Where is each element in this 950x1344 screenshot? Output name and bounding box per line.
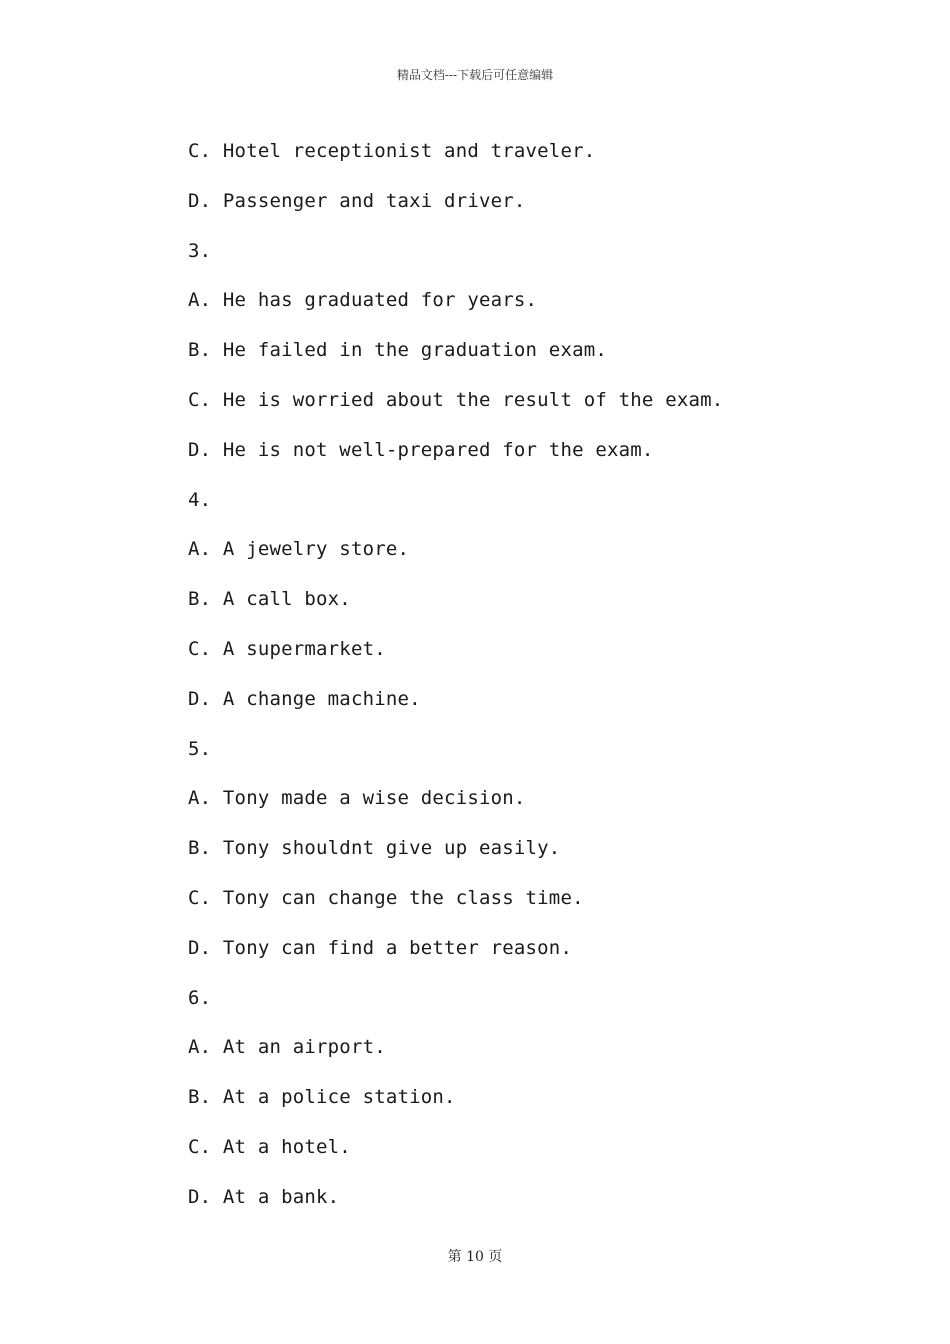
question-number: 5. [188, 737, 212, 760]
page-number: 第 10 页 [447, 1249, 503, 1265]
option-line: B. A call box. [188, 588, 351, 611]
option-line: C. He is worried about the result of the exam. [188, 388, 724, 411]
option-line: D. Passenger and taxi driver. [188, 189, 526, 212]
option-line: C. Tony can change the class time. [188, 886, 584, 909]
option-line: D. A change machine. [188, 687, 421, 710]
option-line: C. At a hotel. [188, 1135, 351, 1158]
question-number: 6. [188, 986, 212, 1009]
option-line: C. Hotel receptionist and traveler. [188, 140, 596, 162]
option-line: B. At a police station. [188, 1086, 456, 1109]
option-line: B. He failed in the graduation exam. [188, 339, 608, 362]
option-line: D. He is not well-prepared for the exam. [188, 438, 654, 461]
option-line: A. A jewelry store. [188, 538, 410, 561]
option-line: C. A supermarket. [188, 637, 386, 660]
option-line: B. Tony shouldnt give up easily. [188, 837, 561, 860]
option-line: D. At a bank. [188, 1185, 340, 1208]
option-line: D. Tony can find a better reason. [188, 936, 573, 959]
page-header: 精品文档---下载后可任意编辑 [396, 68, 554, 82]
document-body [188, 137, 888, 1233]
option-line: A. He has graduated for years. [188, 289, 538, 312]
option-line: A. Tony made a wise decision. [188, 787, 526, 810]
question-number: 4. [188, 488, 212, 511]
option-line: A. At an airport. [188, 1036, 386, 1059]
question-number: 3. [188, 239, 212, 262]
